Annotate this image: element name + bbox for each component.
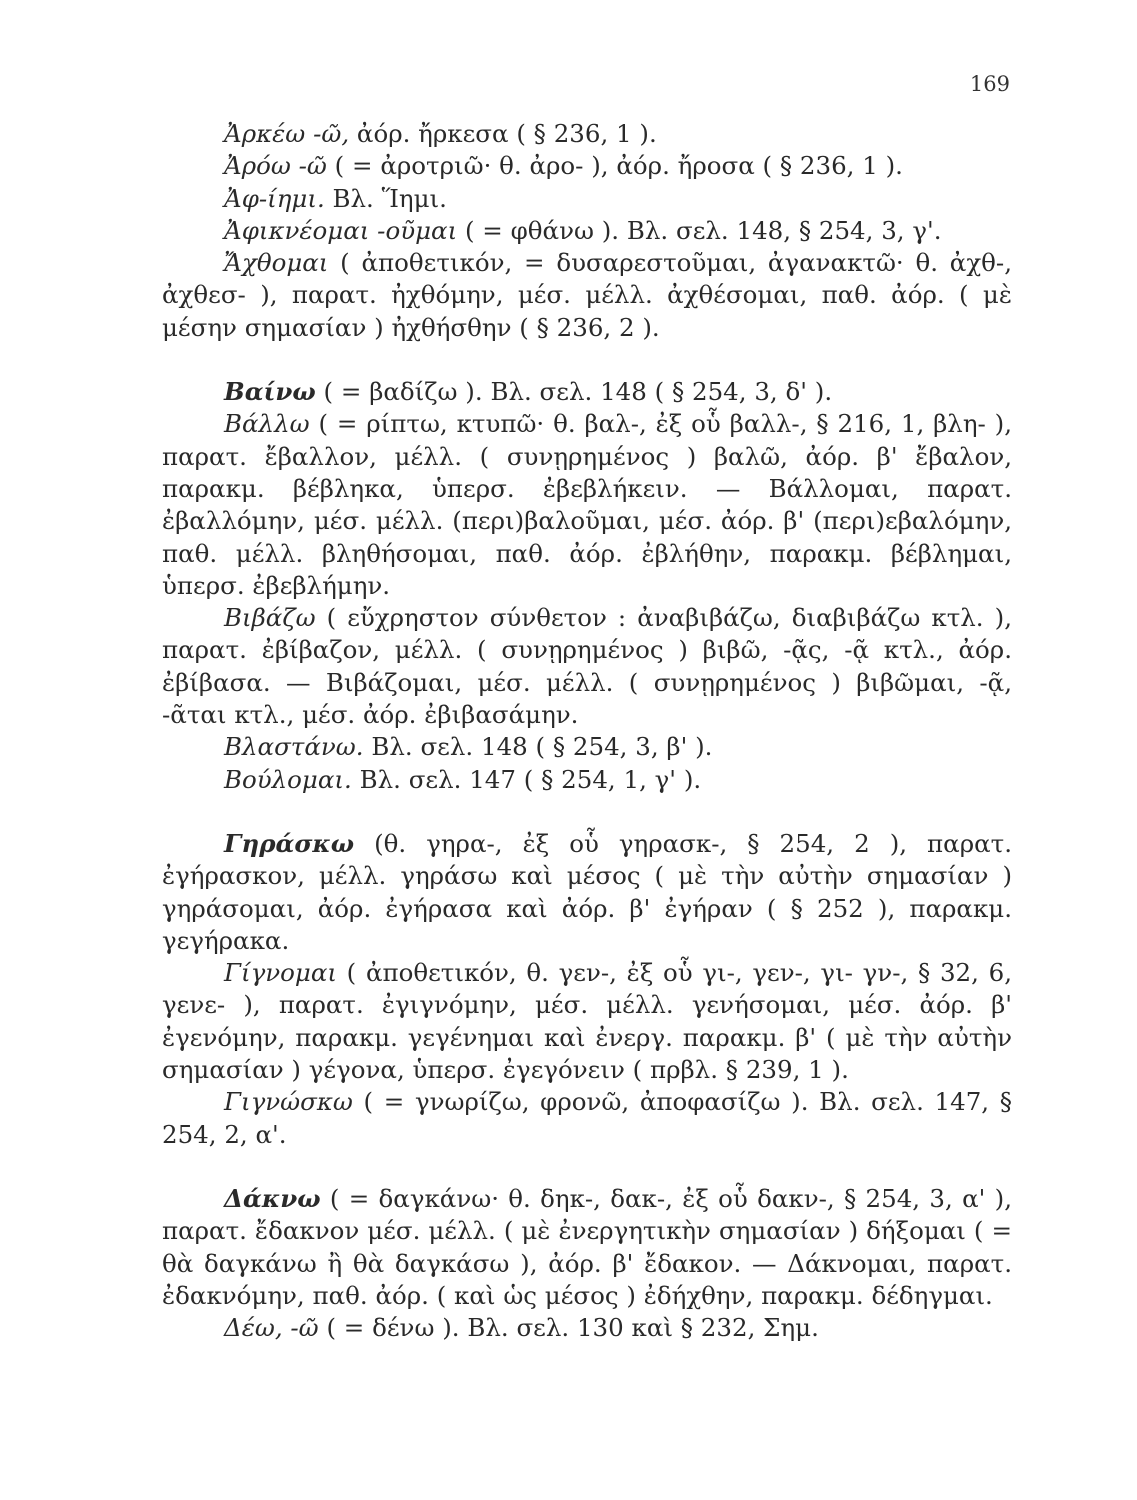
entry-baino <box>162 376 1012 408</box>
entry-head: Ἀρκέω -ῶ, <box>224 119 350 148</box>
entry-dakno <box>162 1183 1012 1312</box>
entry-body: ( = φθάνω ). Βλ. σελ. 148, § 254, 3, γ'. <box>457 215 942 245</box>
entry-head: Δάκνω <box>224 1183 321 1213</box>
entry-body: ( = δαγκάνω· θ. δηκ-, δακ-, ἐξ οὗ δακν-, § 254, 3, α' ), παρατ. ἔδακνον μέσ. μέλλ. ( μὲ ἐνεργητικὴν σημασίαν ) δήξομαι ( = θὰ δαγκάνω ἢ θὰ δαγκάσω ), ἀόρ. β' ἔδακον. — Δάκνομαι, παρατ. ἐδακνόμην, παθ. ἀόρ. ( καὶ ὡς μέσος ) ἐδήχθην, παρακμ. δέδηγμαι. <box>162 1183 1012 1310</box>
entry-boulomai <box>162 764 1012 796</box>
entry-deo <box>162 1312 1012 1344</box>
entry-body: ( = βαδίζω ). Βλ. σελ. 148 ( § 254, 3, δ' ). <box>315 377 833 407</box>
entry-gerasko <box>162 828 1012 957</box>
section-divider <box>162 796 1012 828</box>
entry-blastano <box>162 731 1012 763</box>
entry-aroo <box>162 150 1012 182</box>
entry-head: Ἀφ-ίημι. <box>224 183 325 213</box>
entry-afiknoumai <box>162 215 1012 247</box>
entry-body: ( = ἀροτριῶ· θ. ἀρο- ), ἀόρ. ἤροσα ( § 236, 1 ). <box>326 151 903 181</box>
entry-body: Βλ. Ἵημι. <box>324 183 447 213</box>
entry-body: ἀόρ. ἤρκεσα ( § 236, 1 ). <box>349 119 657 148</box>
entry-head: Ἀρόω -ῶ <box>224 151 327 181</box>
entry-body: ( = ρίπτω, κτυπῶ· θ. βαλ-, ἐξ οὗ βαλλ-, § 216, 1, βλη- ), παρατ. ἔβαλλον, μέλλ. ( συνῃρημένος ) βαλῶ, ἀόρ. β' ἔβαλον, παρακμ. βέβληκα, ὑπερσ. ἐβεβλήκειν. — Βάλλομαι, παρατ. ἐβαλλόμην, μέσ. μέλλ. (περι)βαλοῦμαι, μέσ. ἀόρ. β' (περι)εβαλόμην, παθ. μέλλ. βληθήσομαι, παθ. ἀόρ. ἐβλήθην, παρακμ. βέβλημαι, ὑπερσ. ἐβεβλήμην. <box>162 409 1012 600</box>
entry-body: ( = δένω ). Βλ. σελ. 130 καὶ § 232, Σημ. <box>318 1313 819 1343</box>
entry-gignomai <box>162 957 1012 1086</box>
entry-head: Βούλομαι. <box>224 764 352 794</box>
section-divider <box>162 1151 1012 1183</box>
entry-head: Βαίνω <box>224 377 316 407</box>
entry-head: Ἀφικνέομαι -οῦμαι <box>224 215 458 245</box>
entry-head: Ἄχθομαι <box>224 248 329 278</box>
entry-body: ( ἀποθετικόν, = δυσαρεστοῦμαι, ἀγανακτῶ· θ. ἀχθ-, ἀχθεσ- ), παρατ. ἠχθόμην, μέσ. μέλλ. ἀχθέσομαι, παθ. ἀόρ. ( μὲ μέσην σημασίαν ) ἠχθήσθην ( § 236, 2 ). <box>162 248 1012 342</box>
entry-head: Γιγνώσκω <box>224 1087 353 1117</box>
entry-body: Βλ. σελ. 147 ( § 254, 1, γ' ). <box>351 764 702 794</box>
entry-achthomai <box>162 247 1012 344</box>
entry-head: Βάλλω <box>224 409 310 439</box>
entry-body: ( = γνωρίζω, φρονῶ, ἀποφασίζω ). Βλ. σελ. 147, § 254, 2, α'. <box>162 1087 1012 1149</box>
entry-body: ( εὔχρηστον σύνθετον : ἀναβιβάζω, διαβιβάζω κτλ. ), παρατ. ἐβίβαζον, μέλλ. ( συνῃρημένος ) βιβῶ, -ᾷς, -ᾷ κτλ., ἀόρ. ἐβίβασα. — Βιβάζομαι, μέσ. μέλλ. ( συνῃρημένος ) βιβῶμαι, -ᾷ, -ᾶται κτλ., μέσ. ἀόρ. ἐβιβασάμην. <box>162 603 1012 730</box>
entry-head: Βιβάζω <box>224 603 316 633</box>
entry-ballo <box>162 408 1012 602</box>
entry-head: Γηράσκω <box>224 828 355 858</box>
entry-bibazo <box>162 602 1012 731</box>
entry-arkeo <box>162 118 1012 150</box>
entry-body: (θ. γηρα-, ἐξ οὗ γηρασκ-, § 254, 2 ), παρατ. ἐγήρασκον, μέλλ. γηράσω καὶ μέσος ( μὲ τὴν αὐτὴν σημασίαν ) γηράσομαι, ἀόρ. ἐγήρασα καὶ ἀόρ. β' ἐγήραν ( § 252 ), παρακμ. γεγήρακα. <box>162 828 1012 955</box>
entry-afiemi <box>162 183 1012 215</box>
entry-gignosko <box>162 1086 1012 1151</box>
entry-body: Βλ. σελ. 148 ( § 254, 3, β' ). <box>363 732 713 762</box>
entry-body: ( ἀποθετικόν, θ. γεν-, ἐξ οὗ γι-, γεν-, γι- γν-, § 32, 6, γενε- ), παρατ. ἐγιγνόμην, μέσ. μέλλ. γενήσομαι, μέσ. ἀόρ. β' ἐγενόμην, παρακμ. γεγένημαι καὶ ἐνεργ. παρακμ. β' ( μὲ τὴν αὐτὴν σημασίαν ) γέγονα, ὑπερσ. ἐγεγόνειν ( πρβλ. § 239, 1 ). <box>162 958 1012 1085</box>
entry-head: Βλαστάνω. <box>224 732 364 762</box>
page-number: 169 <box>969 72 1010 96</box>
entry-head: Γίγνομαι <box>224 958 337 988</box>
page-body <box>162 118 1012 1344</box>
section-divider <box>162 344 1012 376</box>
entry-head: Δέω, -ῶ <box>224 1313 319 1343</box>
